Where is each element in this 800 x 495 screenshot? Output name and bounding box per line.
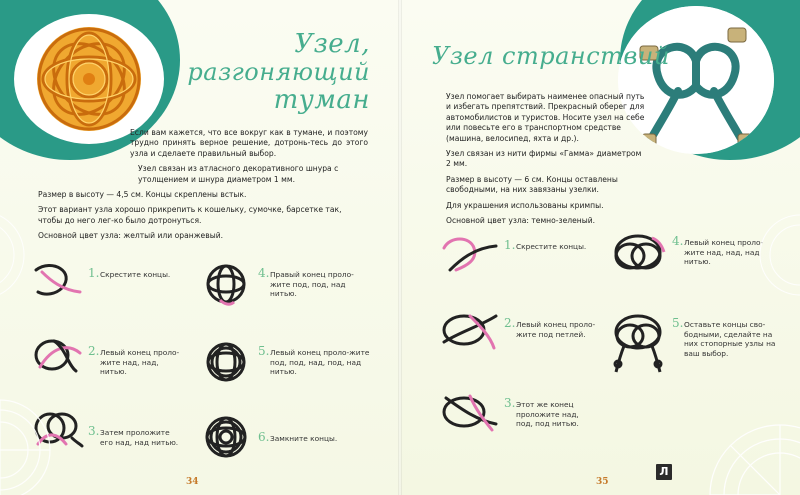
orange-knot-photo: [14, 14, 164, 144]
step-5-number-right: 5.: [672, 316, 684, 330]
title-line: Узел,: [294, 29, 370, 59]
paragraph: Если вам кажется, что все вокруг как в тумане, и поэтому трудно принять верное решение, дотронь-тесь до этого узла и сделаете правильный выбор.: [130, 128, 368, 158]
step-1-number: 1.: [88, 266, 100, 280]
lace-ornament-right-mid: [750, 210, 800, 300]
book-spine: [398, 0, 402, 495]
step-1-number-right: 1.: [504, 238, 516, 252]
step-1-text: Скрестите концы.: [100, 270, 171, 279]
right-page: [400, 0, 800, 495]
lace-ornament-left: [0, 380, 60, 495]
paragraph: Основной цвет узла: желтый или оранжевый.: [38, 231, 224, 241]
step-1-diagram: [32, 262, 84, 300]
step-4-diagram-right: [608, 230, 668, 278]
step-2-text-right: Левый конец проло-жите под петлей.: [516, 320, 596, 339]
step-3-text: Затем проложите его над, над нитью.: [100, 428, 179, 447]
step-5-text: Левый конец проло-жите под, под, над, под, над нитью.: [270, 348, 370, 377]
lace-ornament-left-mid: [0, 200, 30, 310]
paragraph: Этот вариант узла хорошо прикрепить к кошельку, сумочке, барсетке так, чтобы до него лег-ко было дотронуться.: [38, 205, 342, 225]
step-4-diagram: [200, 262, 252, 308]
step-5-diagram-right: [608, 312, 668, 376]
step-4-text: Правый конец проло-жите под, под, над нитью.: [270, 270, 354, 299]
title-line: разгоняющий: [187, 58, 370, 86]
step-5-number: 5.: [258, 344, 270, 358]
step-1-text-right: Скрестите концы.: [516, 242, 587, 251]
step-3-diagram-right: [440, 390, 500, 434]
step-5-diagram: [200, 340, 252, 386]
publisher-logo: Л: [656, 464, 672, 480]
title-line: туман: [273, 85, 370, 115]
step-4-text-right: Левый конец проло-жите над, над, над нитью.: [684, 238, 764, 267]
step-5-text-right: Оставьте концы сво-бодными, сделайте на них стопорные узлы на ваш выбор.: [684, 320, 776, 358]
step-2-diagram-right: [440, 308, 500, 352]
step-3-number: 3.: [88, 424, 100, 438]
page-title-right: Узел странствий: [432, 42, 670, 70]
page-number-left: 34: [186, 477, 199, 487]
step-4-number: 4.: [258, 266, 270, 280]
description-left: [38, 128, 368, 247]
paragraph: Основной цвет узла: темно-зеленый.: [446, 216, 596, 226]
step-6-text: Замкните концы.: [270, 434, 338, 443]
step-2-number: 2.: [88, 344, 100, 358]
step-6-diagram: [200, 414, 252, 460]
orange-knot-image: [14, 14, 164, 144]
page-title-left: [187, 29, 370, 115]
step-1-diagram-right: [440, 234, 500, 274]
description-right: [446, 92, 646, 231]
step-3-text-right: Этот же конец проложите над, под, под нитью.: [516, 400, 579, 429]
paragraph: Узел связан из атласного декоративного шнура с утолщением и шнура диаметром 1 мм.: [138, 164, 339, 184]
step-2-diagram: [32, 335, 84, 375]
step-6-number: 6.: [258, 430, 270, 444]
paragraph: Размер в высоту — 4,5 см. Концы скреплены встык.: [38, 190, 247, 200]
page-number-right: 35: [596, 477, 609, 487]
paragraph: Узел помогает выбирать наименее опасный путь и избегать препятствий. Прекрасный оберег для автомобилистов и туристов. Носите узел на себе или повесьте его в транспортном средстве (машина, велосипед, яхта и др.).: [446, 92, 645, 143]
paragraph: Узел связан из нити фирмы «Гамма» диаметром 2 мм.: [446, 149, 642, 169]
step-3-number-right: 3.: [504, 396, 516, 410]
step-2-text: Левый конец проло-жите над, над, нитью.: [100, 348, 180, 377]
paragraph: Для украшения использованы кримпы.: [446, 200, 604, 210]
step-2-number-right: 2.: [504, 316, 516, 330]
step-4-number-right: 4.: [672, 234, 684, 248]
paragraph: Размер в высоту — 6 см. Концы оставлены свободными, на них завязаны узелки.: [446, 174, 618, 195]
lace-ornament-right: [700, 400, 800, 495]
